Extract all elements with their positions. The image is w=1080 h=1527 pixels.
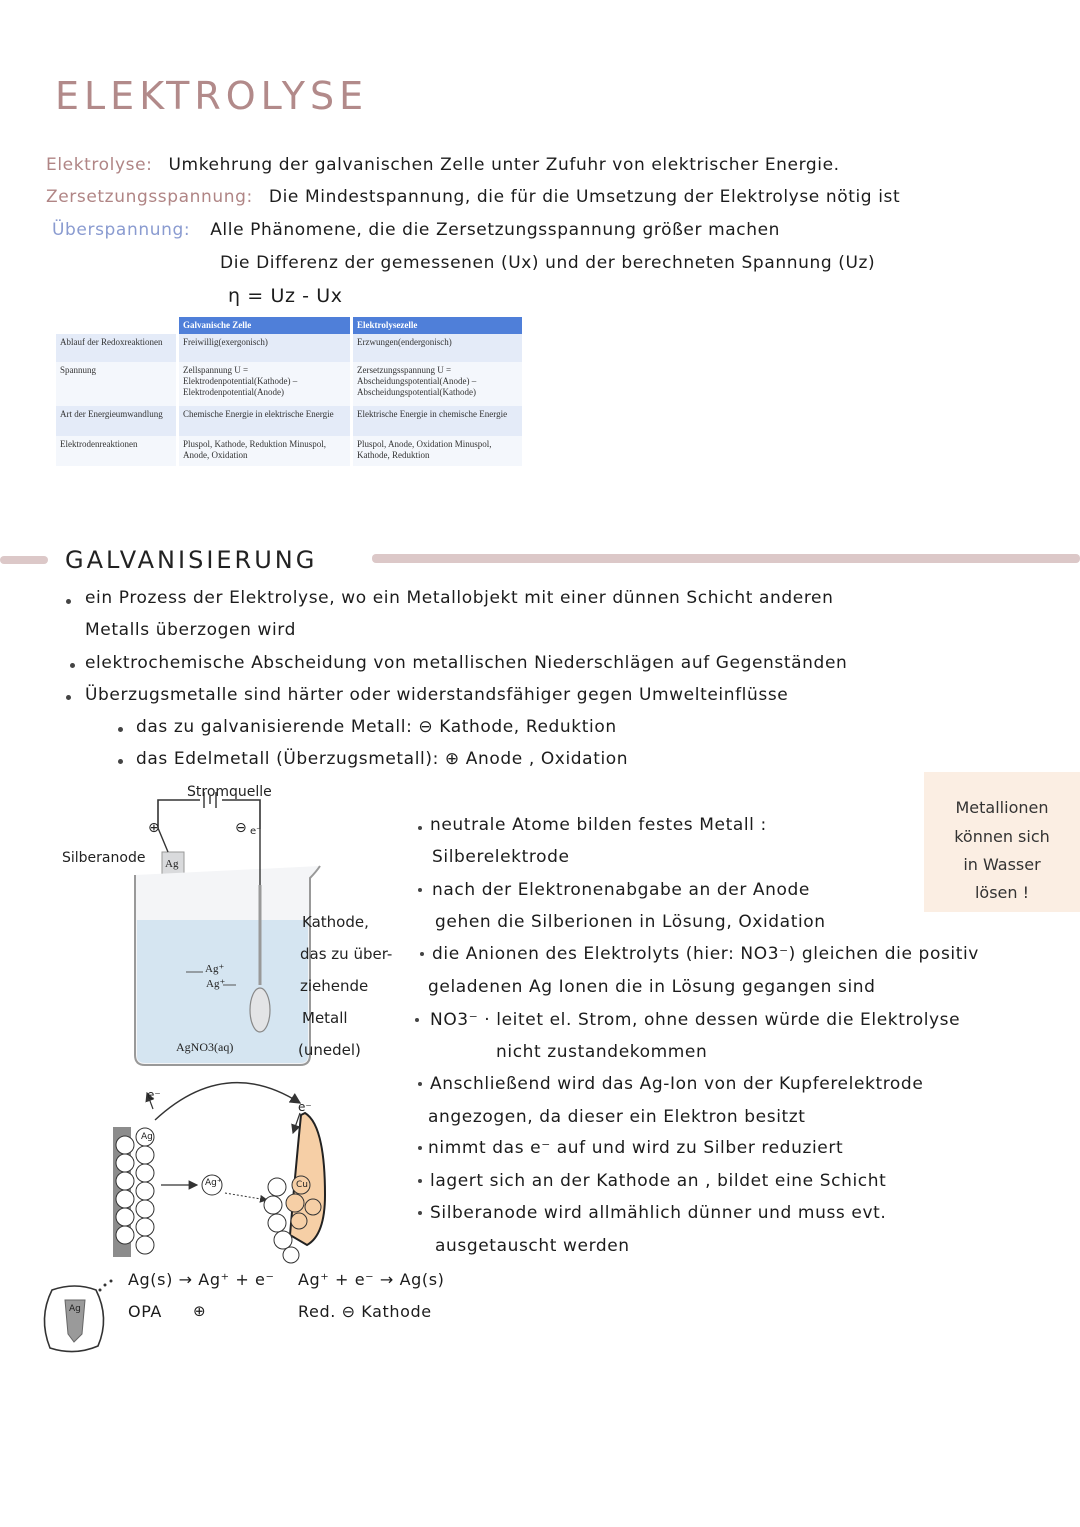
- note-line: ausgetauscht werden: [435, 1236, 630, 1256]
- bullet: [418, 1211, 422, 1215]
- ag-plate-label: Ag: [165, 858, 179, 870]
- table-cell: Pluspol, Anode, Oxidation Minuspol, Kathode, Reduktion: [352, 436, 523, 466]
- table-cell: Zersetzungsspannung U = Abscheidungspotential(Anode) – Abscheidungspotential(Kathode): [352, 362, 523, 406]
- galv-point: elektrochemische Abscheidung von metallischen Niederschlägen auf Gegenständen: [85, 653, 848, 673]
- cathode-label: das zu über-: [300, 945, 393, 963]
- definition-elektrolyse: [46, 155, 840, 175]
- table-row: [56, 406, 522, 436]
- note-line: Anschließend wird das Ag-Ion von der Kupferelektrode: [430, 1074, 924, 1094]
- divider-left: [0, 556, 48, 564]
- sticky-note-line: Metallionen: [955, 798, 1049, 817]
- sticky-note-line: können sich: [954, 827, 1050, 846]
- ion-label: Ag⁺: [206, 978, 226, 990]
- table-cell: Art der Energieumwandlung: [56, 406, 178, 436]
- sticky-note-line: lösen !: [974, 883, 1030, 902]
- anode-sketch: [30, 1278, 120, 1358]
- bullet: [66, 599, 71, 604]
- solution-label: AgNO3(aq): [176, 1040, 234, 1054]
- anode-atoms: [116, 1128, 154, 1254]
- comparison-table: [56, 317, 522, 466]
- table-row: [56, 436, 522, 466]
- cathode-equation: Ag⁺ + e⁻ → Ag(s): [298, 1270, 445, 1289]
- definition-ueberspannung: [52, 220, 780, 240]
- note-line: angezogen, da dieser ein Elektron besitzt: [428, 1107, 806, 1127]
- definition-zersetzungsspannung: [46, 187, 900, 207]
- bullet: [418, 1082, 422, 1086]
- table-cell: Spannung: [56, 362, 178, 406]
- note-line: Silberelektrode: [432, 847, 570, 867]
- electron-label: e⁻: [250, 826, 262, 837]
- ion-label: Ag⁺: [205, 963, 225, 975]
- table-header-electrolysis: Elektrolysezelle: [352, 317, 523, 334]
- bullet: [415, 1018, 419, 1022]
- note-line: gehen die Silberionen in Lösung, Oxidation: [435, 912, 826, 932]
- bullet: [418, 826, 422, 830]
- bullet: [118, 759, 123, 764]
- definition-text: Die Mindestspannung, die für die Umsetzung der Elektrolyse nötig ist: [268, 187, 901, 207]
- power-source-label: Stromquelle: [187, 784, 272, 800]
- table-cell: Elektrodenreaktionen: [56, 436, 178, 466]
- galv-point: Metalls überzogen wird: [85, 620, 296, 640]
- bullet: [418, 888, 422, 892]
- table-row: [56, 362, 522, 406]
- table-row: [56, 334, 522, 362]
- overvoltage-difference: Die Differenz der gemessenen (Ux) und der berechneten Spannung (Uz): [220, 253, 876, 273]
- note-line: Silberanode wird allmählich dünner und muss evt.: [430, 1203, 887, 1223]
- table-cell: Freiwillig(exergonisch): [178, 334, 352, 362]
- sticky-note: [924, 772, 1080, 912]
- table-header-galvanic: Galvanische Zelle: [178, 317, 352, 334]
- ion-atom-label: Ag⁺: [205, 1178, 222, 1188]
- note-line: die Anionen des Elektrolyts (hier: NO3⁻) gleichen die positiv: [432, 944, 979, 964]
- bullet: [66, 695, 71, 700]
- bullet: [418, 1146, 422, 1150]
- anode-reaction-label: OPA: [128, 1302, 162, 1321]
- cu-atom-label: Cu: [296, 1180, 308, 1190]
- cathode-reaction-label: Red. ⊖ Kathode: [298, 1302, 432, 1321]
- electron-label: e⁻: [298, 1100, 312, 1114]
- definition-text: Alle Phänomene, die die Zersetzungsspannung größer machen: [210, 220, 781, 240]
- anode-sign: ⊕: [193, 1302, 207, 1320]
- table-cell: Pluspol, Kathode, Reduktion Minuspol, Anode, Oxidation: [178, 436, 352, 466]
- bullet: [420, 952, 424, 956]
- note-line: NO3⁻ · leitet el. Strom, ohne dessen würde die Elektrolyse: [430, 1010, 961, 1030]
- note-line: nimmt das e⁻ auf und wird zu Silber reduziert: [428, 1138, 844, 1158]
- cathode-label: ziehende: [300, 977, 369, 995]
- sub-point: das zu galvanisierende Metall: ⊖ Kathode, Reduktion: [136, 717, 617, 737]
- sketch-ag-label: Ag: [69, 1304, 81, 1314]
- minus-sign: ⊖: [235, 820, 247, 836]
- ion-path: [225, 1193, 267, 1200]
- term-ueberspannung: Überspannung:: [52, 220, 191, 240]
- definition-text: Umkehrung der galvanischen Zelle unter Zufuhr von elektrischer Energie.: [168, 155, 840, 175]
- electron-path: [155, 1083, 300, 1120]
- note-line: neutrale Atome bilden festes Metall :: [430, 815, 767, 835]
- silver-anode-label: Silberanode: [62, 850, 146, 866]
- sub-point: das Edelmetall (Überzugsmetall): ⊕ Anode , Oxidation: [136, 749, 629, 769]
- table-header-empty: [56, 317, 178, 334]
- section-title: GALVANISIERUNG: [65, 546, 318, 574]
- table-cell: Elektrische Energie in chemische Energie: [352, 406, 523, 436]
- term-elektrolyse: Elektrolyse:: [46, 155, 153, 175]
- bullet: [418, 1179, 422, 1183]
- cathode-label: Kathode,: [302, 913, 369, 931]
- cathode-label: (unedel): [298, 1041, 361, 1059]
- note-line: nicht zustandekommen: [496, 1042, 708, 1062]
- table-cell: Erzwungen(endergonisch): [352, 334, 523, 362]
- note-line: nach der Elektronenabgabe an der Anode: [432, 880, 810, 900]
- note-line: geladenen Ag Ionen die in Lösung gegangen sind: [428, 977, 876, 997]
- table-cell: Zellspannung U = Elektrodenpotential(Kathode) – Elektrodenpotential(Anode): [178, 362, 352, 406]
- bullet: [70, 663, 75, 668]
- sticky-note-line: in Wasser: [963, 855, 1041, 874]
- plus-sign: ⊕: [148, 820, 160, 836]
- divider-right: [372, 554, 1080, 563]
- cathode-label: Metall: [302, 1009, 348, 1027]
- term-zersetzungsspannung: Zersetzungsspannung:: [46, 187, 253, 207]
- galv-point: ein Prozess der Elektrolyse, wo ein Metallobjekt mit einer dünnen Schicht anderen: [85, 588, 834, 608]
- ag-atom-label: Ag: [141, 1132, 153, 1142]
- table-cell: Chemische Energie in elektrische Energie: [178, 406, 352, 436]
- spoon-bowl: [250, 988, 270, 1032]
- bullet: [118, 727, 123, 732]
- table-cell: Ablauf der Redoxreaktionen: [56, 334, 178, 362]
- anode-equation: Ag(s) → Ag⁺ + e⁻: [128, 1270, 275, 1289]
- galv-point: Überzugsmetalle sind härter oder widerstandsfähiger gegen Umwelteinflüsse: [85, 685, 789, 705]
- electron-label: e⁻: [147, 1088, 161, 1102]
- note-line: lagert sich an der Kathode an , bildet eine Schicht: [430, 1171, 887, 1191]
- page-title: ELEKTROLYSE: [55, 74, 369, 118]
- atomic-model-diagram: [95, 1065, 355, 1270]
- overvoltage-formula: η = Uz - Ux: [228, 285, 343, 307]
